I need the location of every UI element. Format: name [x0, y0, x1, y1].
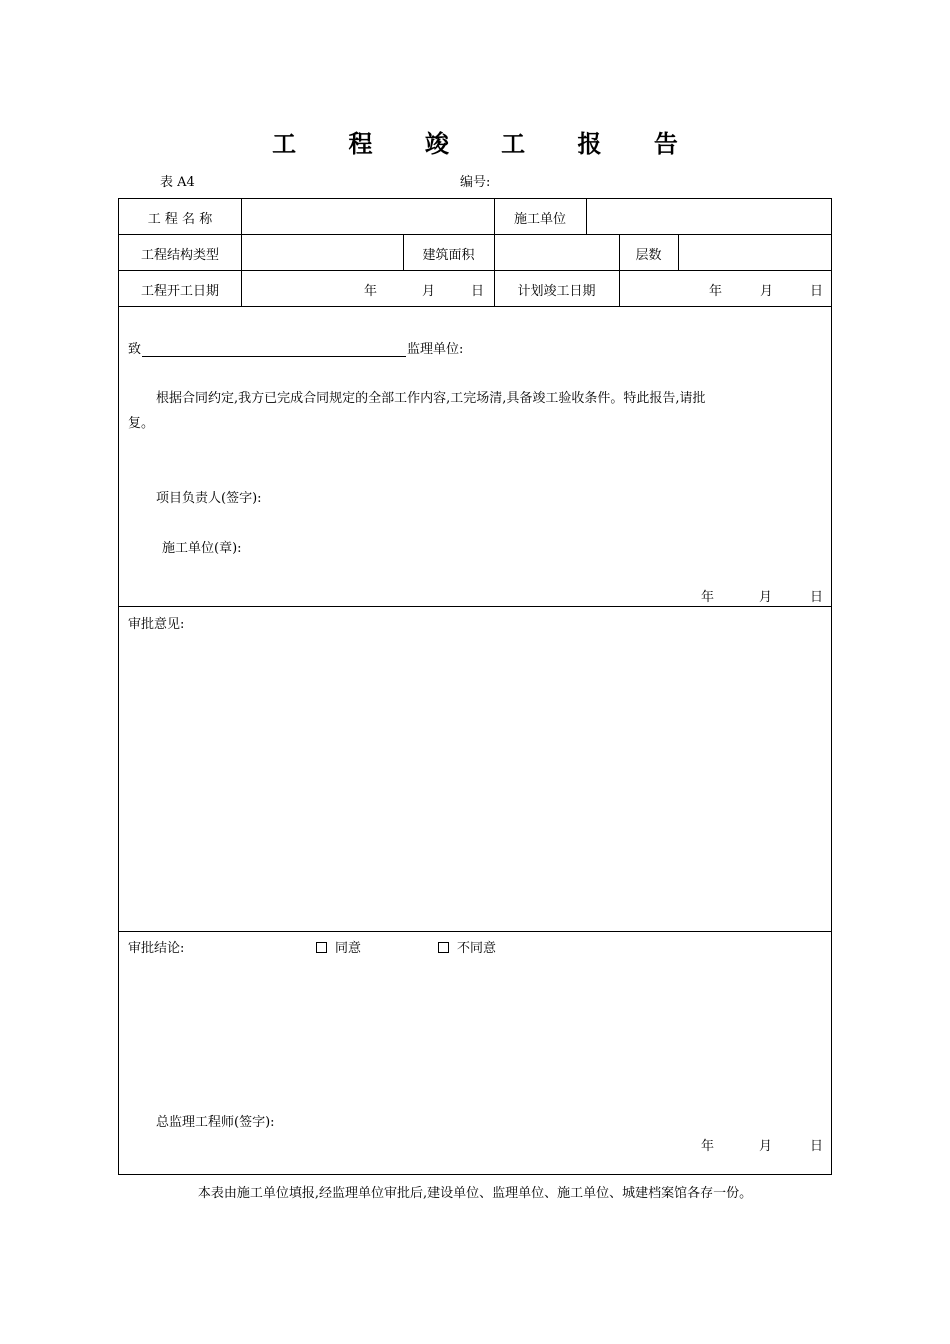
start-year-unit: 年 — [364, 283, 378, 299]
form-code: 表 A4 — [160, 175, 195, 190]
planned-completion-label: 计划竣工日期 — [517, 283, 596, 299]
disagree-checkbox[interactable] — [438, 942, 449, 953]
report-body-line-1: 根据合同约定,我方已完成合同规定的全部工作内容,工完场清,具备竣工验收条件。特此报告,请批 — [156, 391, 706, 406]
agree-label: 同意 — [335, 941, 362, 956]
start-day-unit: 日 — [471, 283, 485, 299]
review-opinion-area[interactable] — [119, 629, 831, 929]
review-opinion-label: 审批意见: — [128, 617, 185, 632]
planned-year-unit: 年 — [709, 283, 723, 299]
section-divider — [119, 931, 831, 932]
agree-checkbox[interactable] — [316, 942, 327, 953]
project-name-field[interactable] — [242, 199, 494, 235]
conclusion-day: 日 — [810, 1139, 824, 1154]
floors-field[interactable] — [679, 235, 831, 271]
planned-month-unit: 月 — [760, 283, 774, 299]
chief-supervisor-signature: 总监理工程师(签字): — [156, 1115, 275, 1130]
addressee-suffix: 监理单位: — [407, 342, 464, 357]
structure-type-label: 工程结构类型 — [140, 247, 219, 263]
project-name-label: 工 程 名 称 — [147, 211, 213, 227]
conclusion-label: 审批结论: — [128, 941, 185, 956]
addressee-line — [128, 338, 463, 357]
conclusion-year: 年 — [701, 1139, 715, 1154]
start-month-unit: 月 — [422, 283, 436, 299]
agree-option[interactable] — [316, 937, 361, 956]
contractor-label: 施工单位 — [513, 211, 566, 227]
addressee-prefix: 致 — [128, 342, 142, 357]
supervisor-name-field[interactable] — [142, 342, 406, 357]
serial-number-label: 编号: — [460, 175, 491, 190]
disagree-option[interactable] — [438, 937, 496, 956]
report-day: 日 — [810, 590, 824, 605]
report-body-line-2: 复。 — [128, 416, 155, 431]
planned-day-unit: 日 — [810, 283, 824, 299]
structure-type-field[interactable] — [242, 235, 403, 271]
floors-label: 层数 — [635, 247, 662, 263]
footer-note: 本表由施工单位填报,经监理单位审批后,建设单位、监理单位、施工单位、城建档案馆各存一份。 — [197, 1186, 753, 1201]
start-date-label: 工程开工日期 — [140, 283, 219, 299]
conclusion-month: 月 — [759, 1139, 773, 1154]
section-divider — [119, 606, 831, 607]
start-date-field[interactable] — [242, 271, 494, 307]
completion-report-form — [118, 198, 832, 1175]
planned-completion-field[interactable] — [620, 271, 831, 307]
project-manager-signature: 项目负责人(签字): — [156, 491, 262, 506]
disagree-label: 不同意 — [457, 941, 497, 956]
contractor-seal: 施工单位(章): — [162, 541, 242, 556]
building-area-label: 建筑面积 — [422, 247, 475, 263]
page-title: 工 程 竣 工 报 告 — [272, 130, 700, 158]
report-year: 年 — [701, 590, 715, 605]
building-area-field[interactable] — [495, 235, 619, 271]
report-month: 月 — [759, 590, 773, 605]
contractor-field[interactable] — [587, 199, 831, 235]
